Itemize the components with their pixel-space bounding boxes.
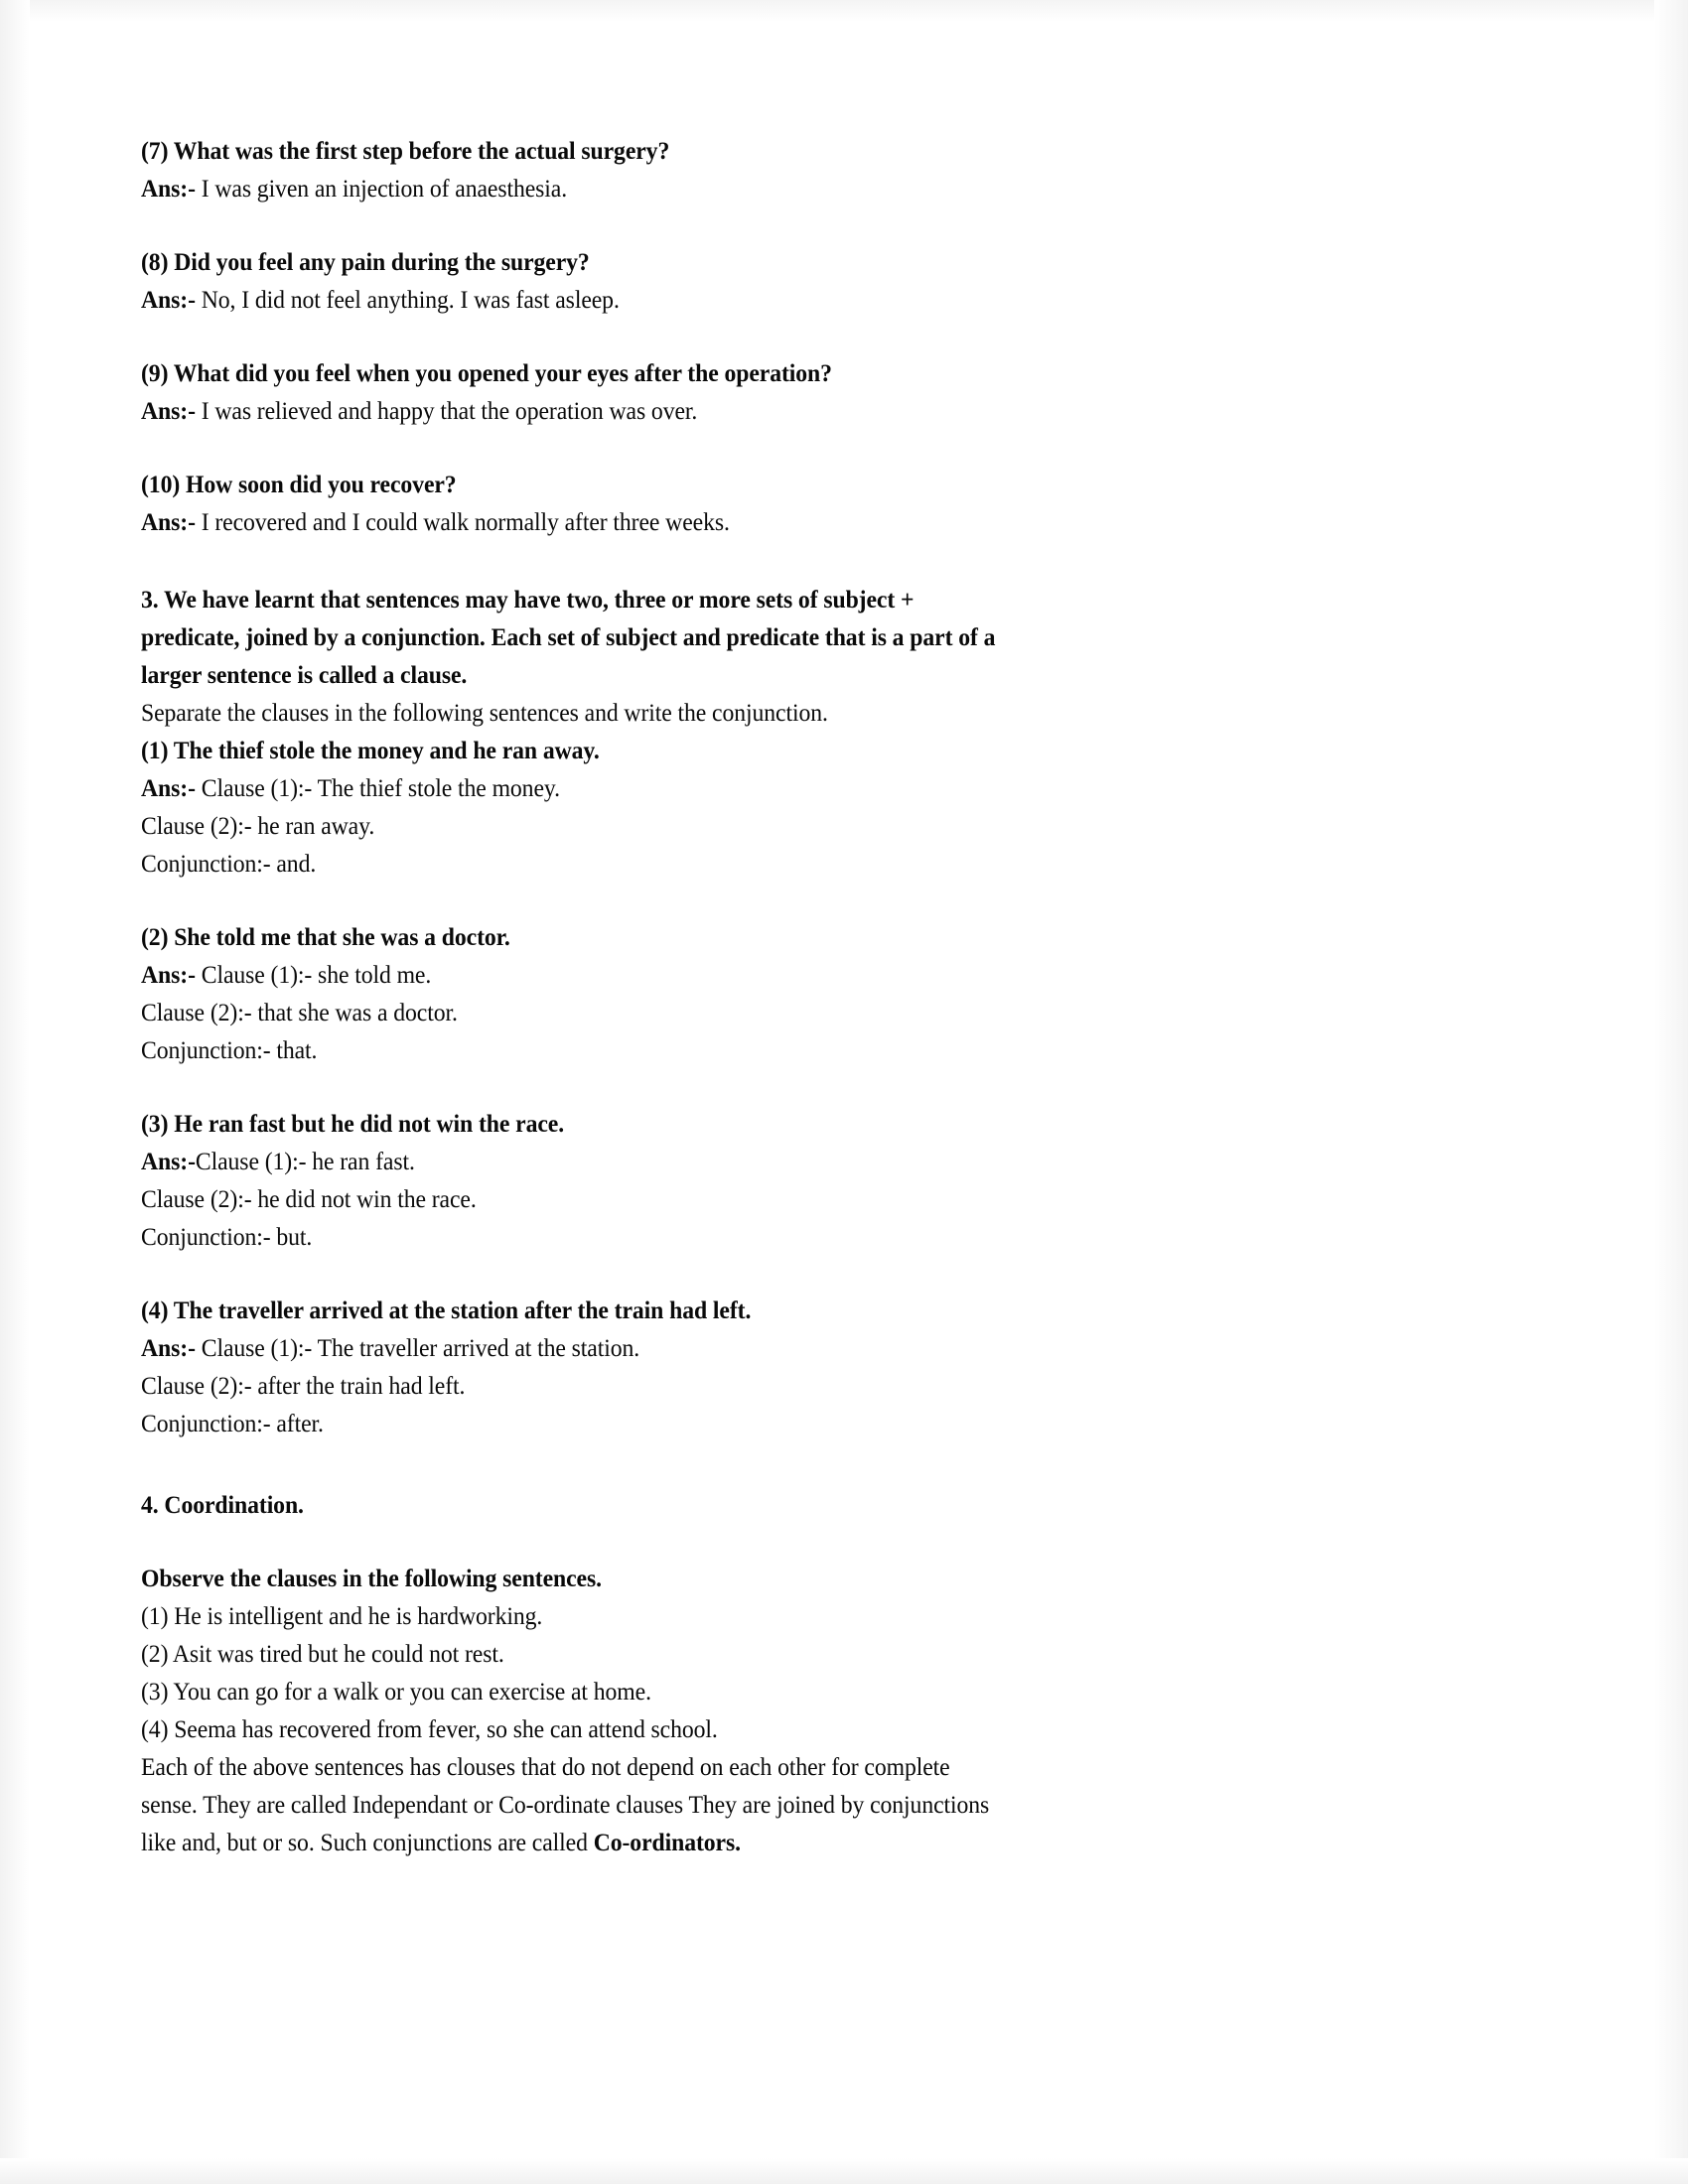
spacer <box>141 1524 1074 1560</box>
answer-text: Clause (1):- she told me. <box>195 960 432 989</box>
section-four-heading: 4. Coordination. <box>141 1490 304 1519</box>
exercise-conjunction: Conjunction:- that. <box>141 1035 318 1064</box>
answer-label: Ans:- <box>141 396 196 425</box>
coordinators-term: Co-ordinators. <box>593 1828 741 1856</box>
explanation-line-2: sense. They are called Independant or Co-ordinate clauses They are joined by conjunctions <box>141 1790 990 1819</box>
scan-edge-left <box>0 0 30 2184</box>
exercise-prompt: (2) She told me that she was a doctor. <box>141 922 510 951</box>
answer-label: Ans:- <box>141 960 196 989</box>
answer-label: Ans:- <box>141 285 196 314</box>
answer-label: Ans:- <box>141 1147 196 1175</box>
spacer <box>141 207 1074 243</box>
qa-item-10 <box>141 466 1074 541</box>
answer-line <box>141 503 1009 541</box>
spacer <box>141 1069 1074 1105</box>
answer-line <box>141 170 1009 207</box>
explanation-line-3 <box>141 1824 1009 1861</box>
question-text: (8) Did you feel any pain during the surgery? <box>141 247 590 276</box>
qa-item-7 <box>141 132 1074 207</box>
observe-sentence: (2) Asit was tired but he could not rest. <box>141 1639 504 1668</box>
answer-text: Clause (1):- he ran fast. <box>195 1147 415 1175</box>
qa-item-8 <box>141 243 1074 319</box>
exercise-conjunction: Conjunction:- but. <box>141 1222 313 1251</box>
spacer <box>141 319 1074 354</box>
exercise-prompt: (3) He ran fast but he did not win the race. <box>141 1109 565 1138</box>
observe-heading: Observe the clauses in the following sentences. <box>141 1564 602 1592</box>
exercise-prompt: (4) The traveller arrived at the station after the train had left. <box>141 1296 752 1324</box>
scan-edge-top <box>0 0 1688 22</box>
answer-text: Clause (1):- The traveller arrived at the station. <box>195 1333 640 1362</box>
answer-text: Clause (1):- The thief stole the money. <box>195 773 560 802</box>
section-three <box>141 581 1074 1442</box>
answer-label: Ans:- <box>141 1333 196 1362</box>
answer-label: Ans:- <box>141 773 196 802</box>
qa-item-9 <box>141 354 1074 430</box>
exercise-conjunction: Conjunction:- after. <box>141 1409 324 1437</box>
question-text: (7) What was the first step before the actual surgery? <box>141 136 670 165</box>
page-content <box>141 132 1074 1861</box>
exercise-conjunction: Conjunction:- and. <box>141 849 317 878</box>
spacer <box>141 541 1074 581</box>
observe-sentence: (1) He is intelligent and he is hardworking. <box>141 1601 543 1630</box>
scan-edge-right <box>1654 0 1688 2184</box>
explanation-line-1: Each of the above sentences has clouses that do not depend on each other for complete <box>141 1752 950 1781</box>
section-three-heading-line-2: predicate, joined by a conjunction. Each set of subject and predicate that is a part of a <box>141 622 996 651</box>
exercise-answer-line <box>141 1329 1009 1367</box>
section-three-heading-line-3: larger sentence is called a clause. <box>141 660 468 689</box>
exercise-prompt: (1) The thief stole the money and he ran away. <box>141 736 600 764</box>
exercise-clause-two: Clause (2):- he did not win the race. <box>141 1184 477 1213</box>
section-four <box>141 1486 1074 1861</box>
section-three-heading-line-1: 3. We have learnt that sentences may have two, three or more sets of subject + <box>141 585 914 614</box>
question-text: (9) What did you feel when you opened your eyes after the operation? <box>141 358 832 387</box>
exercise-answer-line <box>141 769 1009 807</box>
answer-line <box>141 392 1009 430</box>
spacer <box>141 883 1074 918</box>
answer-line <box>141 281 1009 319</box>
answer-text: I was relieved and happy that the operation was over. <box>195 396 698 425</box>
question-text: (10) How soon did you recover? <box>141 470 457 498</box>
exercise-clause-two: Clause (2):- he ran away. <box>141 811 375 840</box>
spacer <box>141 430 1074 466</box>
spacer <box>141 1442 1074 1486</box>
answer-text: I was given an injection of anaesthesia. <box>195 174 568 203</box>
answer-label: Ans:- <box>141 174 196 203</box>
observe-sentence: (4) Seema has recovered from fever, so she can attend school. <box>141 1714 718 1743</box>
spacer <box>141 1256 1074 1292</box>
scan-edge-bottom <box>0 2158 1688 2184</box>
section-three-instruction: Separate the clauses in the following sentences and write the conjunction. <box>141 698 828 727</box>
answer-label: Ans:- <box>141 507 196 536</box>
exercise-clause-two: Clause (2):- after the train had left. <box>141 1371 466 1400</box>
exercise-clause-two: Clause (2):- that she was a doctor. <box>141 998 458 1026</box>
answer-text: No, I did not feel anything. I was fast asleep. <box>195 285 620 314</box>
exercise-answer-line <box>141 956 1009 994</box>
observe-sentence: (3) You can go for a walk or you can exercise at home. <box>141 1677 651 1706</box>
explanation-text: like and, but or so. Such conjunctions are called <box>141 1828 594 1856</box>
exercise-answer-line <box>141 1143 1009 1180</box>
answer-text: I recovered and I could walk normally after three weeks. <box>195 507 730 536</box>
